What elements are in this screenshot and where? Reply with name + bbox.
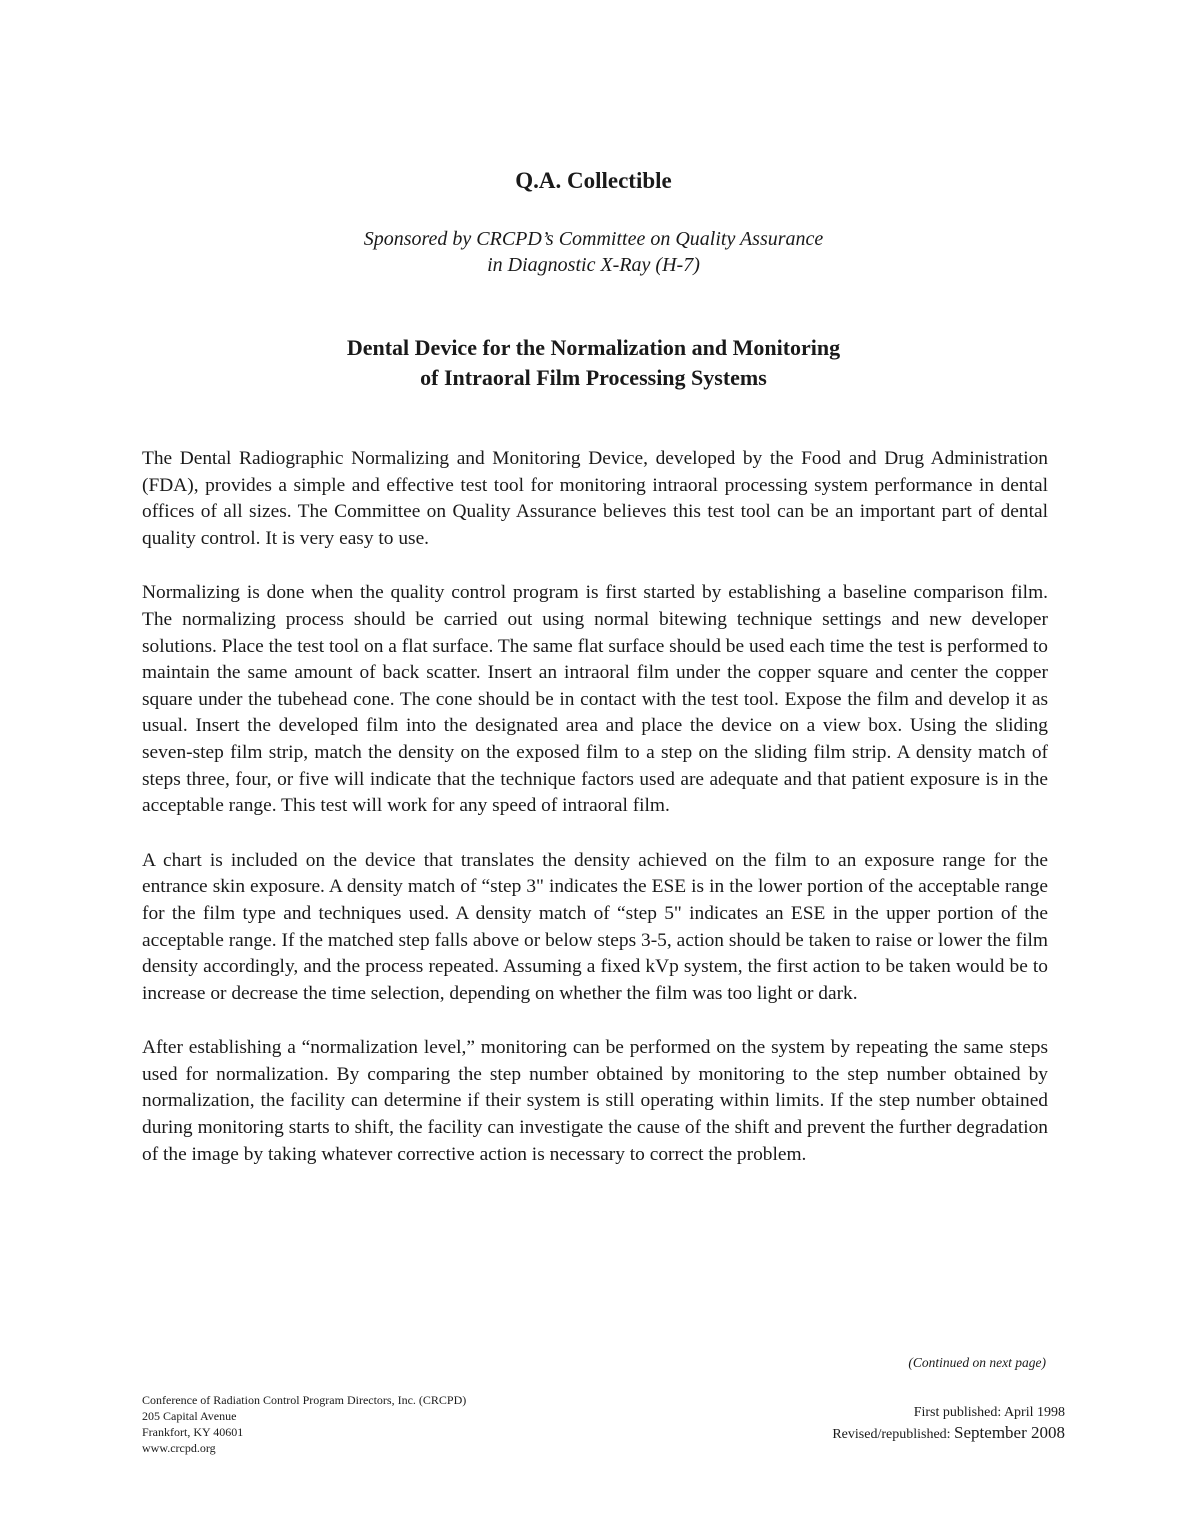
revised-date: September 2008 [954,1423,1065,1442]
footer-publication-info [832,1403,1065,1445]
revised-label: Revised/republished: [832,1427,951,1442]
sponsor-line-2: in Diagnostic X-Ray (H-7) [487,254,700,276]
page-title: Q.A. Collectible [515,168,672,193]
revised-line [832,1423,1065,1445]
footer-address-line-2: Frankfort, KY 40601 [142,1425,244,1439]
footer-website: www.crcpd.org [142,1441,216,1455]
subtitle-line-1: Dental Device for the Normalization and Monitoring [346,335,841,360]
sponsor-note [0,226,1187,278]
footer-address [142,1392,466,1456]
paragraph-intro: The Dental Radiographic Normalizing and Monitoring Device, developed by the Food and Drug Administration (FDA), provides a simple and effective test tool for monitoring intraoral processing system performance in dental offices of all sizes. The Committee on Quality Assurance believes this test tool can be an important part of dental quality control. It is very easy to use. [142,448,1048,549]
footer-address-line-1: 205 Capital Avenue [142,1409,237,1423]
paragraph-chart: A chart is included on the device that translates the density achieved on the film to an exposure range for the entrance skin exposure. A density match of “step 3" indicates the ESE is in the lower portion of the acceptable range for the film type and techniques used. A density match of “step 5" indicates an ESE in the upper portion of the acceptable range. If the matched step falls above or below steps 3-5, action should be taken to raise or lower the film density accordingly, and the process repeated. Assuming a fixed kVp system, the first action to be taken would be to increase or decrease the time selection, depending on whether the film was too light or dark. [142,849,1048,1004]
paragraph-normalizing: Normalizing is done when the quality control program is first started by establishing a baseline comparison film. The normalizing process should be carried out using normal bitewing technique settings and new developer solutions. Place the test tool on a flat surface. The same flat surface should be used each time the test is performed to maintain the same amount of back scatter. Insert an intraoral film under the copper square and center the copper square under the tubehead cone. The cone should be in contact with the test tool. Expose the film and develop it as usual. Insert the developed film into the designated area and place the device on a view box. Using the sliding seven-step film strip, match the density on the exposed film to a step on the sliding film strip. A density match of steps three, four, or five will indicate that the technique factors used are adequate and that patient exposure is in the acceptable range. This test will work for any speed of intraoral film. [142,582,1048,817]
footer-org: Conference of Radiation Control Program Directors, Inc. (CRCPD) [142,1393,467,1407]
document-subtitle [0,333,1187,393]
body-text [142,446,1048,1196]
first-published: First published: April 1998 [913,1405,1065,1420]
continued-note: (Continued on next page) [908,1355,1046,1370]
subtitle-line-2: of Intraoral Film Processing Systems [420,365,767,390]
sponsor-line-1: Sponsored by CRCPD’s Committee on Quality Assurance [363,228,824,250]
paragraph-monitoring: After establishing a “normalization level,” monitoring can be performed on the system by repeating the same steps used for normalization. By comparing the step number obtained by monitoring to the step number obtained by normalization, the facility can determine if their system is still operating within limits. If the step number obtained during monitoring starts to shift, the facility can investigate the cause of the shift and prevent the further degradation of the image by taking whatever corrective action is necessary to correct the problem. [142,1037,1048,1165]
